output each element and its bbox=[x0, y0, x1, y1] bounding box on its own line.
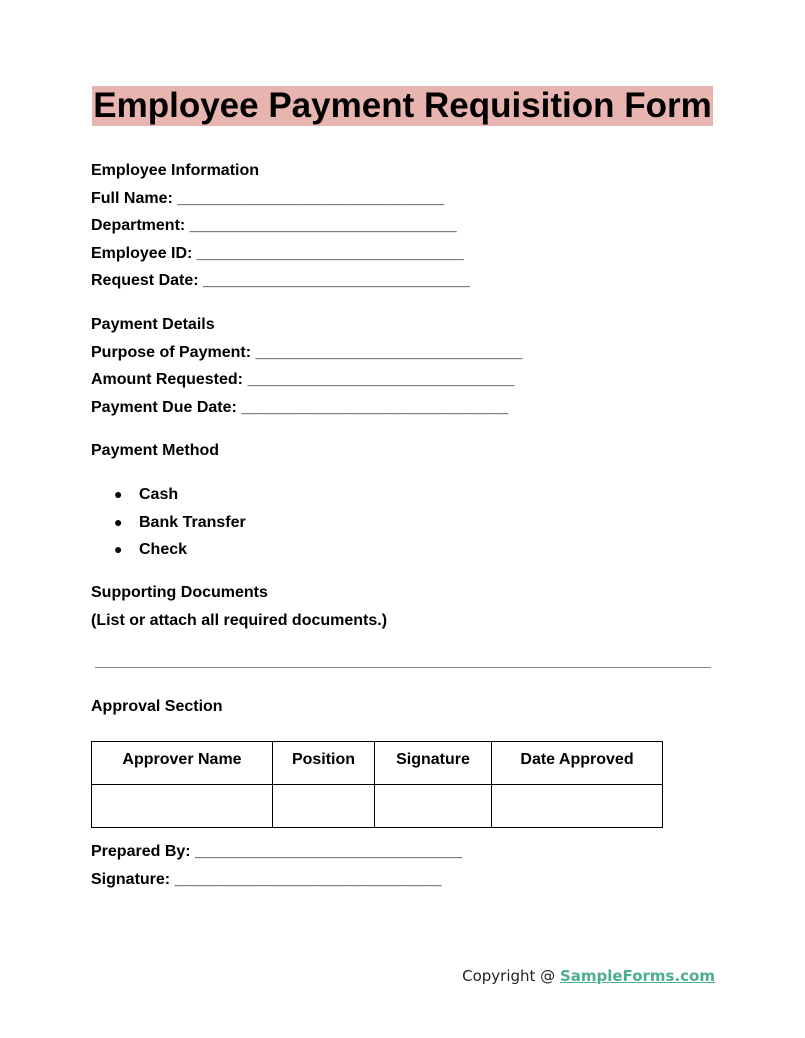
column-header: Date Approved bbox=[492, 742, 663, 785]
field-blank[interactable]: ______________________________ bbox=[203, 272, 470, 290]
field-blank[interactable]: ______________________________ bbox=[255, 343, 523, 361]
payment-method-bank-transfer[interactable] bbox=[91, 509, 246, 537]
copyright-notice bbox=[462, 967, 715, 985]
field-prepared-by[interactable] bbox=[91, 838, 462, 866]
employee-information-section bbox=[91, 157, 470, 295]
field-payment-due-date[interactable] bbox=[91, 394, 522, 422]
field-label: Request Date: bbox=[91, 272, 199, 290]
date-approved-cell[interactable] bbox=[492, 785, 663, 828]
field-label: Signature: bbox=[91, 870, 171, 888]
field-blank[interactable]: ______________________________ bbox=[196, 244, 464, 262]
column-header: Position bbox=[273, 742, 375, 785]
field-label: Payment Due Date: bbox=[91, 398, 237, 416]
approval-table bbox=[91, 741, 663, 828]
column-header: Signature bbox=[375, 742, 492, 785]
supporting-documents-section bbox=[91, 579, 387, 634]
footer-fields-section bbox=[91, 838, 462, 893]
brand-link[interactable]: SampleForms.com bbox=[559, 967, 715, 985]
copyright-prefix: Copyright @ bbox=[462, 967, 560, 985]
form-title: Employee Payment Requisition Form bbox=[93, 86, 712, 125]
payment-method-section bbox=[91, 437, 219, 465]
section-heading: Employee Information bbox=[91, 162, 260, 179]
position-cell[interactable] bbox=[273, 785, 375, 828]
payment-details-section bbox=[91, 311, 522, 421]
field-blank[interactable]: ______________________________ bbox=[174, 870, 442, 888]
approver-name-cell[interactable] bbox=[92, 785, 273, 828]
field-blank[interactable]: ______________________________ bbox=[195, 843, 462, 860]
field-amount-requested[interactable] bbox=[91, 366, 522, 394]
payment-method-check[interactable] bbox=[91, 536, 246, 564]
section-heading: Payment Method bbox=[91, 442, 220, 459]
payment-method-cash[interactable] bbox=[91, 481, 246, 509]
signature-cell[interactable] bbox=[375, 785, 492, 828]
payment-method-list bbox=[91, 481, 246, 564]
field-blank[interactable]: ______________________________ bbox=[189, 217, 457, 235]
bullet-icon: ● bbox=[114, 486, 123, 502]
section-heading: Supporting Documents bbox=[91, 584, 268, 601]
field-label: Prepared By: bbox=[91, 843, 191, 860]
field-label: Full Name: bbox=[91, 189, 173, 207]
field-label: Employee ID: bbox=[91, 244, 193, 262]
documents-entry-line[interactable] bbox=[95, 667, 711, 668]
section-heading: Approval Section bbox=[91, 698, 223, 715]
field-blank[interactable]: ______________________________ bbox=[247, 371, 515, 389]
option-label: Cash bbox=[139, 486, 179, 503]
option-label: Check bbox=[139, 541, 188, 559]
field-signature[interactable] bbox=[91, 866, 462, 894]
title-wrap bbox=[0, 86, 805, 126]
bullet-icon: ● bbox=[114, 513, 123, 530]
table-header-row bbox=[92, 742, 663, 785]
section-heading: Payment Details bbox=[91, 316, 215, 333]
approval-section bbox=[91, 693, 223, 721]
option-label: Bank Transfer bbox=[139, 513, 246, 531]
field-blank[interactable]: ______________________________ bbox=[177, 189, 445, 207]
section-note: (List or attach all required documents.) bbox=[91, 611, 388, 629]
field-label: Amount Requested: bbox=[91, 371, 243, 389]
field-blank[interactable]: ______________________________ bbox=[241, 398, 509, 416]
table-row bbox=[92, 785, 663, 828]
field-label: Purpose of Payment: bbox=[91, 343, 252, 361]
field-label: Department: bbox=[91, 217, 186, 235]
column-header: Approver Name bbox=[92, 742, 273, 785]
bullet-icon: ● bbox=[114, 541, 123, 558]
field-full-name[interactable] bbox=[91, 185, 470, 213]
field-purpose-of-payment[interactable] bbox=[91, 339, 522, 367]
field-employee-id[interactable] bbox=[91, 240, 470, 268]
field-department[interactable] bbox=[91, 212, 470, 240]
field-request-date[interactable] bbox=[91, 267, 470, 295]
